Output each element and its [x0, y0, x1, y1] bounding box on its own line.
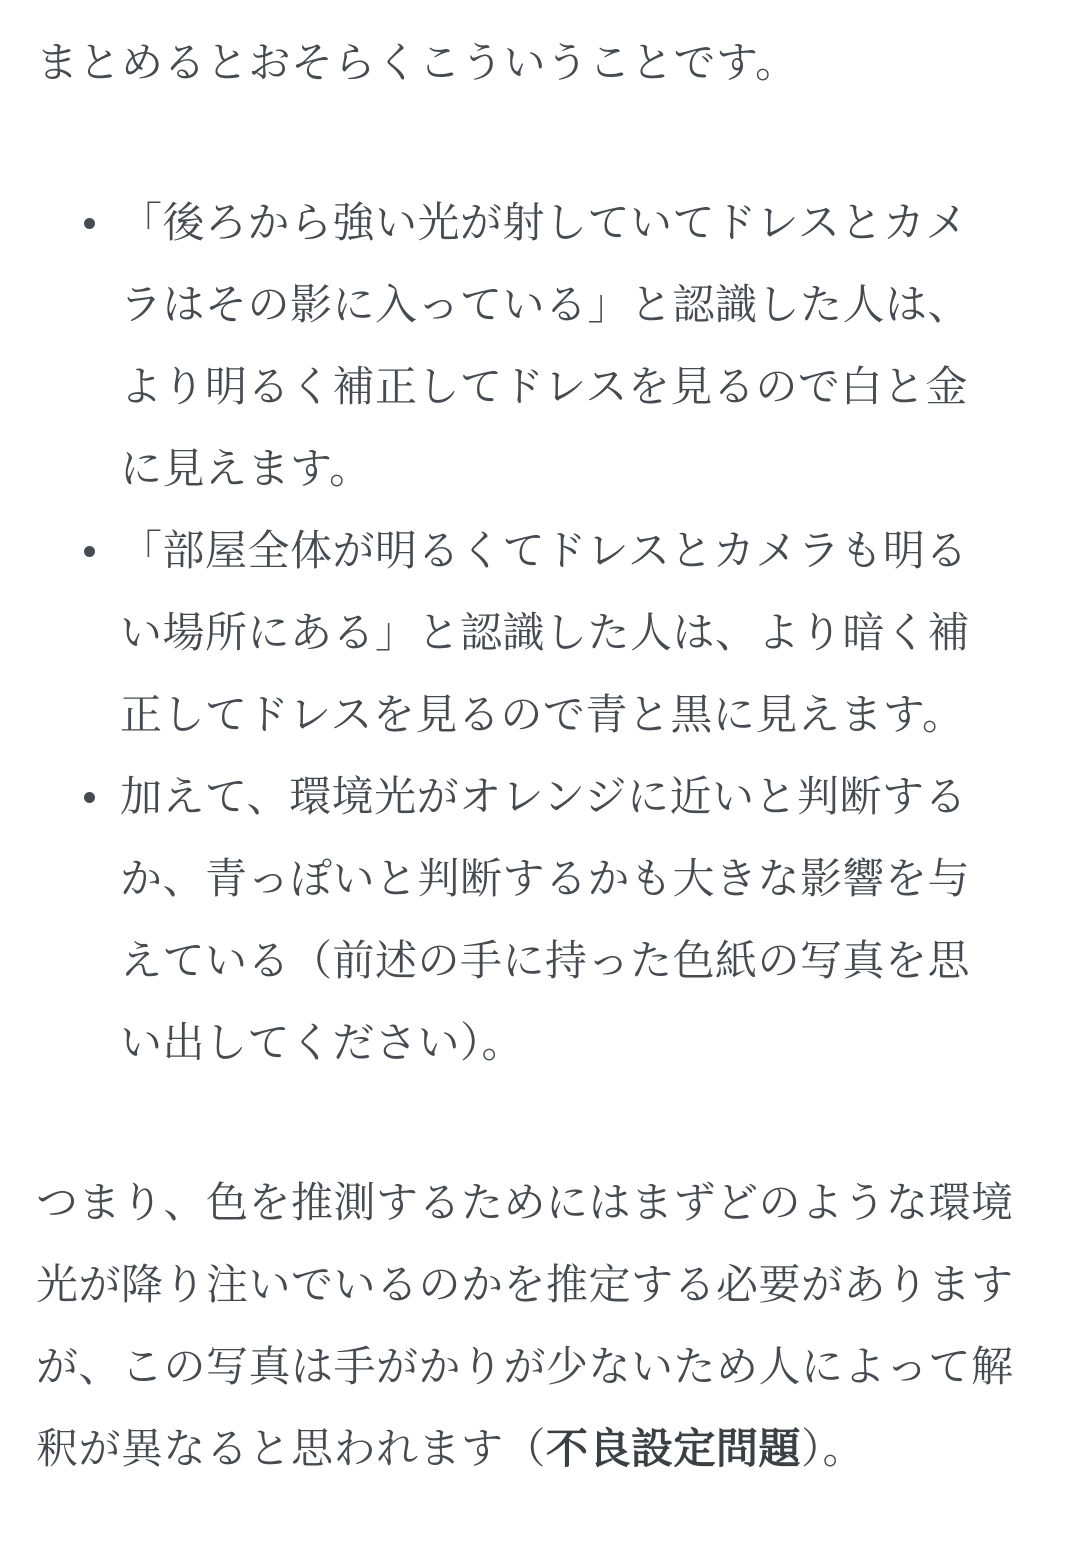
- conclusion-end: ）。: [801, 1424, 866, 1473]
- intro-paragraph: まとめるとおそらくこういうことです。: [36, 38, 798, 87]
- list-item-text: 加えて、環境光がオレンジに近いと判断するか、青っぽいと判断するかも大きな影響を与えている（前述の手に持った色紙の写真を思い出してください）。: [120, 772, 971, 1067]
- list-item-text: 「部屋全体が明るくてドレスとカメラも明るい場所にある」と認識した人は、より暗く補正してドレスを見るので青と黒に見えます。: [120, 526, 971, 739]
- list-item: [36, 182, 1010, 510]
- bullet-dot-icon: [84, 218, 95, 229]
- list-item-text: 「後ろから強い光が射していてドレスとカメラはその影に入っている」と認識した人は、より明るく補正してドレスを見るので白と金に見えます。: [120, 198, 971, 493]
- list-item: [36, 510, 1010, 756]
- bullet-dot-icon: [84, 546, 95, 557]
- article-body: [36, 22, 1026, 1490]
- conclusion-text: つまり、色を推測するためにはまずどのような環境光が降り注いでいるのかを推定する必要がありますが、この写真は手がかりが少ないため人によって解釈が異なると思われます（: [36, 1178, 1014, 1473]
- conclusion-paragraph: [36, 1162, 1016, 1490]
- bullet-list: [36, 182, 1026, 1084]
- list-item: [36, 756, 1010, 1084]
- bullet-dot-icon: [84, 792, 95, 803]
- bold-term: 不良設定問題: [546, 1424, 802, 1473]
